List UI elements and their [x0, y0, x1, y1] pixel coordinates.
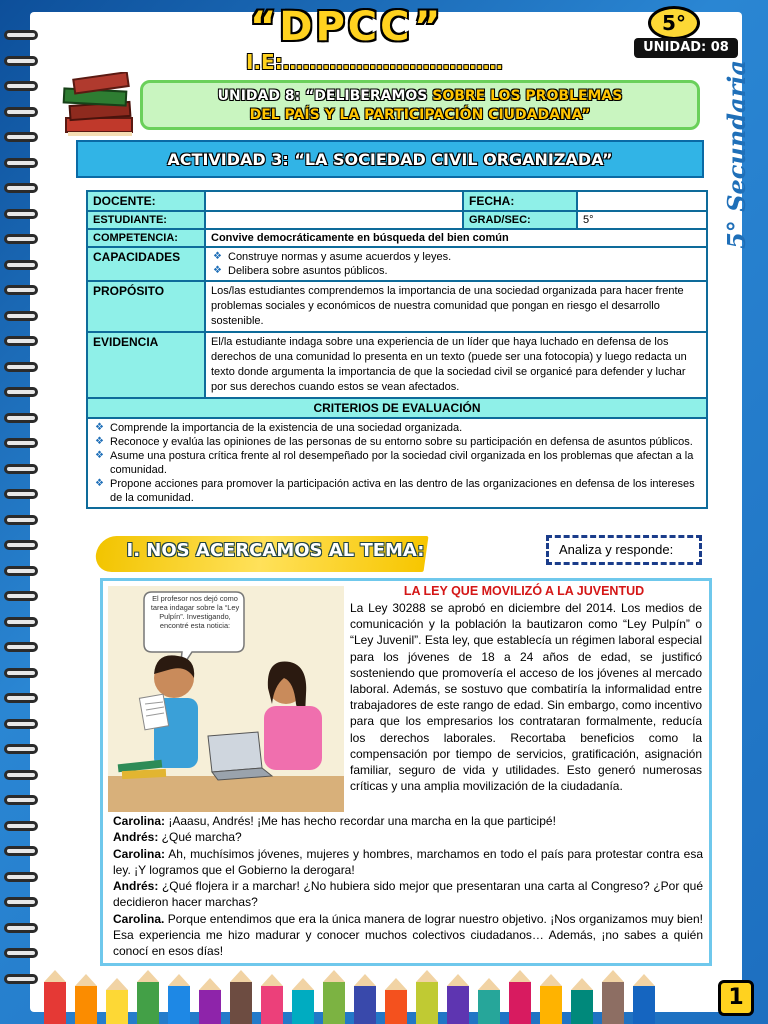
pencil — [199, 990, 221, 1024]
competencia-label: COMPETENCIA: — [87, 229, 205, 247]
grade-badge: 5° — [648, 6, 700, 40]
spiral-ring — [4, 821, 38, 831]
pencil-tip — [199, 978, 221, 990]
spiral-ring — [4, 566, 38, 576]
spiral-ring — [4, 693, 38, 703]
criterio-item: ❖ Asume una postura crítica frente al rol desempeñado por la sociedad civil organizada en los problemas que afectan a la comunidad. — [93, 449, 701, 477]
spiral-ring — [4, 872, 38, 882]
pencil — [540, 986, 562, 1024]
competencia-value: Convive democráticamente en búsqueda del bien común — [205, 229, 707, 247]
criterio-item: ❖ Propone acciones para promover la participación activa en las dentro de las organizaciones en defensa de los intereses de la comunidad. — [93, 477, 701, 505]
criterio-item: ❖ Comprende la importancia de la existencia de una sociedad organizada. — [93, 421, 701, 435]
side-grade-text: 5° Secundaria — [721, 60, 751, 249]
gradsec-label: GRAD/SEC: — [463, 211, 577, 229]
page-title: “DPCC” — [250, 4, 444, 50]
spiral-ring — [4, 438, 38, 448]
info-table — [86, 190, 708, 509]
spiral-ring — [4, 540, 38, 550]
students-illustration — [108, 586, 344, 812]
unit-banner — [140, 80, 700, 130]
books-icon — [60, 72, 136, 142]
spiral-ring — [4, 617, 38, 627]
pencil — [323, 982, 345, 1024]
spiral-ring — [4, 158, 38, 168]
spiral-ring — [4, 770, 38, 780]
proposito-label: PROPÓSITO — [87, 281, 205, 332]
story-title: LA LEY QUE MOVILIZÓ A LA JUVENTUD — [403, 584, 645, 598]
unit-banner-line1b: SOBRE LOS PROBLEMAS — [432, 88, 623, 104]
activity-title: ACTIVIDAD 3: “LA SOCIEDAD CIVIL ORGANIZADA” — [76, 140, 704, 178]
dialog-speaker: Carolina: — [113, 814, 166, 828]
fecha-label: FECHA: — [463, 191, 577, 211]
dialog-line — [113, 813, 703, 829]
spiral-ring — [4, 897, 38, 907]
unit-banner-line2: DEL PAÍS Y LA PARTICIPACIÓN CIUDADANA” — [249, 107, 591, 123]
pencil — [106, 990, 128, 1024]
spiral-ring — [4, 413, 38, 423]
spiral-ring — [4, 846, 38, 856]
pencil — [168, 986, 190, 1024]
pencil — [509, 982, 531, 1024]
pencil — [602, 982, 624, 1024]
pencil-tip — [509, 970, 531, 982]
estudiante-field[interactable] — [205, 211, 463, 229]
spiral-ring — [4, 285, 38, 295]
speech-bubble: El profesor nos dejó como tarea indagar sobre la “Ley Pulpín”. Investigando, encontré esta noticia: — [150, 594, 240, 630]
section-heading-text: I. NOS ACERCAMOS AL TEMA: — [126, 540, 425, 561]
pencil-tip — [44, 970, 66, 982]
pencil — [292, 990, 314, 1024]
spiral-ring — [4, 974, 38, 984]
pencil-tip — [292, 978, 314, 990]
spiral-ring — [4, 591, 38, 601]
docente-field[interactable] — [205, 191, 463, 211]
dialog-speaker: Carolina. — [113, 911, 165, 926]
pencil — [230, 982, 252, 1024]
docente-label: DOCENTE: — [87, 191, 205, 211]
spiral-ring — [4, 336, 38, 346]
dialog-line — [113, 911, 703, 960]
spiral-ring — [4, 30, 38, 40]
spiral-ring — [4, 795, 38, 805]
spiral-ring — [4, 387, 38, 397]
pencil-tip — [478, 978, 500, 990]
fecha-field[interactable] — [577, 191, 707, 211]
pencil — [354, 986, 376, 1024]
colored-pencils-decoration — [40, 968, 680, 1024]
pencil — [447, 986, 469, 1024]
pencil-tip — [416, 970, 438, 982]
analiza-box: Analiza y responde: — [546, 535, 702, 565]
spiral-ring — [4, 81, 38, 91]
spiral-ring — [4, 311, 38, 321]
side-grade-label — [712, 60, 752, 249]
pencil-tip — [230, 970, 252, 982]
spiral-ring — [4, 489, 38, 499]
page-number: 1 — [718, 980, 754, 1016]
criterios-list — [87, 418, 707, 508]
pencil-tip — [602, 970, 624, 982]
spiral-binding — [4, 30, 38, 990]
spiral-ring — [4, 642, 38, 652]
dialog-speaker: Andrés: — [113, 830, 159, 845]
pencil-tip — [137, 970, 159, 982]
pencil-tip — [106, 978, 128, 990]
spiral-ring — [4, 234, 38, 244]
dialog-speaker: Andrés: — [113, 879, 159, 894]
dialog-line — [113, 878, 703, 911]
pencil — [633, 986, 655, 1024]
spiral-ring — [4, 56, 38, 66]
evidencia-label: EVIDENCIA — [87, 332, 205, 398]
spiral-ring — [4, 948, 38, 958]
pencil — [385, 990, 407, 1024]
pencil-tip — [571, 978, 593, 990]
spiral-ring — [4, 209, 38, 219]
spiral-ring — [4, 107, 38, 117]
capacidad-item: ❖ Delibera sobre asuntos públicos. — [211, 264, 701, 278]
dialog — [113, 813, 703, 960]
capacidades-label: CAPACIDADES — [87, 247, 205, 281]
spiral-ring — [4, 362, 38, 372]
pencil-tip — [354, 974, 376, 986]
dialog-text: ¿Qué marcha? — [158, 830, 242, 845]
dialog-line — [113, 829, 703, 845]
pencil-tip — [75, 974, 97, 986]
dialog-speaker: Carolina: — [113, 846, 166, 861]
spiral-ring — [4, 923, 38, 933]
spiral-ring — [4, 260, 38, 270]
capacidad-item: ❖ Construye normas y asume acuerdos y leyes. — [211, 250, 701, 264]
pencil-tip — [447, 974, 469, 986]
proposito-value: Los/las estudiantes comprendemos la importancia de una sociedad organizada para hacer frente problemas sociales y económicos de nuestra comunidad que pongan en riesgo el desarrollo sostenible. — [205, 281, 707, 332]
unit-banner-line1a: UNIDAD 8: “DELIBERAMOS — [217, 88, 433, 104]
capacidades-list — [205, 247, 707, 281]
pencil — [137, 982, 159, 1024]
estudiante-label: ESTUDIANTE: — [87, 211, 205, 229]
pencil-tip — [540, 974, 562, 986]
spiral-ring — [4, 744, 38, 754]
pencil-tip — [168, 974, 190, 986]
spiral-ring — [4, 668, 38, 678]
dialog-text: Ah, muchísimos jóvenes, mujeres y hombres, marchamos en todo el país para protestar contra esa ley. ¡Y logramos que el Gobierno la derogara! — [113, 846, 703, 877]
story-body: La Ley 30288 se aprobó en diciembre del 2014. Los medios de comunicación y la población la bautizaron como “Ley Pulpín” o “Ley Juvenil”. Esta ley, que establecía un régimen laboral especial para los jóvenes de 18 a 24 años de edad, se justificó sosteniendo que promovería el acceso de los jóvenes al mercado laboral. Además, se sostuvo que combatiría la informalidad entre trabajadores de este rango de edad. Sin embargo, como incentivo para que los empresarios los contrataran formalmente, reducía los derechos laborales. Recortaba beneficios como la compensación por tiempo de servicios, gratificación, asignación familiar, seguro de vida y utilidades. Esto generó numerosas críticas y una amplia movilización de la ciudadanía. — [350, 601, 702, 794]
dialog-text: ¡Aaasu, Andrés! ¡Me has hecho recordar una marcha en la que participé! — [165, 814, 556, 828]
dialog-text: Porque entendimos que era la única manera de lograr nuestro objetivo. ¡Nos organizamos muy bien! Esa experiencia me hizo madurar y conocer muchos colectivos ciudadanos… Además, ¡no sabes a quién conocí en esos días! — [113, 911, 703, 959]
school-name-line: I.E:…………………………… — [246, 50, 503, 74]
unidad-badge: UNIDAD: 08 — [634, 38, 738, 58]
gradsec-field[interactable]: 5° — [577, 211, 707, 229]
dialog-text: ¿Qué flojera ir a marchar! ¿No hubiera sido mejor que presentaran una carta al Congreso? ¿Por qué decidieron hacer marchas? — [113, 879, 703, 910]
pencil — [571, 990, 593, 1024]
spiral-ring — [4, 719, 38, 729]
pencil-tip — [261, 974, 283, 986]
pencil-tip — [633, 974, 655, 986]
pencil — [44, 982, 66, 1024]
pencil — [261, 986, 283, 1024]
criterios-header: CRITERIOS DE EVALUACIÓN — [87, 398, 707, 418]
spiral-ring — [4, 183, 38, 193]
pencil — [75, 986, 97, 1024]
spiral-ring — [4, 464, 38, 474]
pencil-tip — [323, 970, 345, 982]
section-heading — [93, 536, 428, 572]
pencil — [416, 982, 438, 1024]
pencil — [478, 990, 500, 1024]
spiral-ring — [4, 515, 38, 525]
dialog-line — [113, 846, 703, 879]
evidencia-value: El/la estudiante indaga sobre una experiencia de un líder que haya luchado en defensa de los derechos de una comunidad lo presenta en un texto (puede ser una fotocopia) y luego redacta un texto donde argumenta la importancia de que la sociedad civil se organicé para defender y luchar por sus derechos cuando estos se vean afectados. — [205, 332, 707, 398]
criterio-item: ❖ Reconoce y evalúa las opiniones de las personas de su entorno sobre su participación en defensa de asuntos públicos. — [93, 435, 701, 449]
pencil-tip — [385, 978, 407, 990]
spiral-ring — [4, 132, 38, 142]
